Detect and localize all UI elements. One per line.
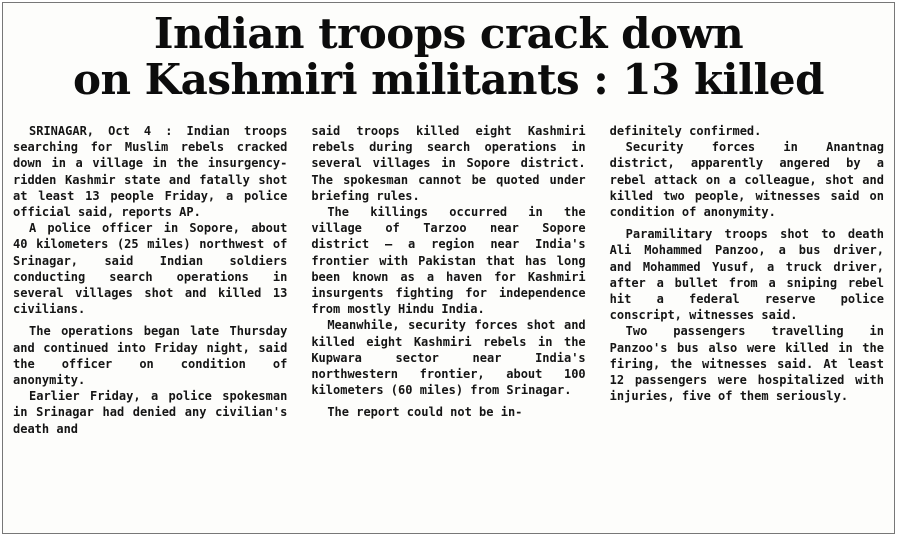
article-paragraph: Paramilitary troops shot to death Ali Mohammed Panzoo, a bus driver, and Mohammed Yusuf, a truck driver, after a bullet from a sniping rebel hit a federal reserve police conscript, witnesses said.	[609, 227, 884, 323]
article-column-3	[610, 123, 884, 527]
article-paragraph: The killings occurred in the village of Tarzoo near Sopore district — a region near India's frontier with Pakistan that has long been known as a haven for Kashmiri insurgents fighting for independence from mostly Hindu India.	[311, 205, 586, 317]
article-paragraph: definitely confirmed.	[609, 124, 762, 138]
article-paragraph: The report could not be in-	[327, 405, 523, 420]
article-paragraph: Earlier Friday, a police spokesman in Srinagar had denied any civilian's death and	[13, 389, 288, 436]
article-column-1	[13, 123, 287, 527]
headline-line-2: on Kashmiri militants : 13 killed	[72, 55, 825, 104]
paragraph-text: Indian troops searching for Muslim rebels cracked down in a village in the insurgency-ridden Kashmir state and fatally shot at least 13 people Friday, a police official said, reports AP.	[13, 124, 288, 220]
article-column-2	[311, 123, 585, 527]
article-paragraph: Security forces in Anantnag district, apparently angered by a rebel attack on a colleague, shot and killed two people, witnesses said on condition of anonymity.	[609, 140, 884, 220]
article-paragraph: The operations began late Thursday and continued into Friday night, said the officer on condition of anonymity.	[13, 324, 288, 388]
headline	[3, 11, 894, 103]
headline-line-1: Indian troops crack down	[153, 9, 744, 58]
article-paragraph: said troops killed eight Kashmiri rebels during search operations in several villages in Sopore district. The spokesman cannot be quoted under briefing rules.	[311, 124, 586, 203]
dateline: SRINAGAR, Oct 4 :	[29, 124, 187, 138]
article-paragraph: Meanwhile, security forces shot and killed eight Kashmiri rebels in the Kupwara sector near India's northwestern frontier, about 100 kilometers (60 miles) from Srinagar.	[311, 318, 586, 398]
article-paragraph: Two passengers travelling in Panzoo's bus also were killed in the firing, the witnesses said. At least 12 passengers were hospitalized with injuries, five of them seriously.	[609, 324, 884, 404]
article-body	[13, 123, 884, 527]
article-paragraph	[13, 123, 287, 220]
article-paragraph: A police officer in Sopore, about 40 kilometers (25 miles) northwest of Srinagar, said Indian soldiers conducting search operations in several villages shot and killed 13 civilians.	[13, 221, 288, 317]
newspaper-clipping	[2, 2, 895, 534]
